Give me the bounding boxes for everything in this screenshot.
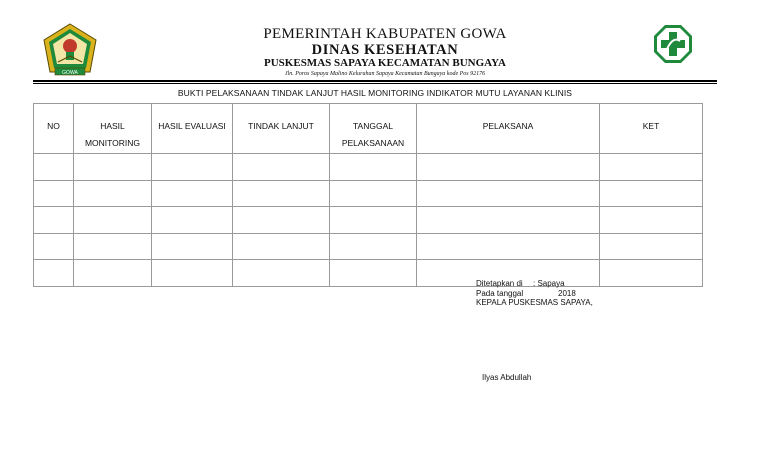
col-header-pelaksana: PELAKSANA — [417, 104, 600, 154]
table-cell — [74, 207, 152, 234]
puskesmas-logo-icon — [653, 24, 693, 64]
table-cell — [34, 233, 74, 260]
table-cell — [330, 180, 417, 207]
table-cell — [600, 233, 703, 260]
table-cell — [74, 260, 152, 287]
table-cell — [34, 207, 74, 234]
col-header-tindak-lanjut: TINDAK LANJUT — [233, 104, 330, 154]
table-cell — [233, 233, 330, 260]
table-cell — [34, 180, 74, 207]
table-cell — [233, 260, 330, 287]
emblem-label: GOWA — [62, 70, 78, 76]
table-cell — [417, 180, 600, 207]
table-header-row — [34, 104, 703, 154]
header-rule-thin — [33, 83, 717, 84]
date-value: 2018 — [558, 288, 576, 298]
col-header-tanggal-pelaksanaan: TANGGAL PELAKSANAAN — [330, 104, 417, 154]
header-department: DINAS KESEHATAN — [311, 42, 459, 58]
header-puskesmas: PUSKESMAS SAPAYA KECAMATAN BUNGAYA — [264, 57, 506, 69]
table-cell — [600, 180, 703, 207]
table-row — [34, 180, 703, 207]
table-cell — [417, 233, 600, 260]
place-label: Ditetapkan di — [476, 279, 523, 288]
table-cell — [233, 154, 330, 181]
signature-block — [476, 279, 593, 308]
signer-name: Ilyas Abdullah — [482, 373, 532, 382]
signature-date-line — [476, 289, 593, 299]
table-cell — [152, 154, 233, 181]
gowa-emblem-icon — [40, 22, 100, 78]
table-cell — [34, 260, 74, 287]
table-cell — [330, 154, 417, 181]
table-cell — [233, 180, 330, 207]
table-row — [34, 207, 703, 234]
signature-position: KEPALA PUSKESMAS SAPAYA, — [476, 298, 593, 308]
table-cell — [417, 154, 600, 181]
col-header-hasil-monitoring: HASIL MONITORING — [74, 104, 152, 154]
table-row — [34, 260, 703, 287]
followup-table — [33, 103, 703, 287]
table-cell — [600, 207, 703, 234]
signature-place-line — [476, 279, 593, 289]
table-cell — [152, 180, 233, 207]
table-cell — [600, 154, 703, 181]
table-cell — [74, 233, 152, 260]
col-header-hasil-evaluasi: HASIL EVALUASI — [152, 104, 233, 154]
table-cell — [417, 207, 600, 234]
table-cell — [34, 154, 74, 181]
date-label: Pada tanggal — [476, 288, 524, 298]
table-cell — [233, 207, 330, 234]
table-cell — [152, 260, 233, 287]
table-cell — [152, 207, 233, 234]
table-cell — [152, 233, 233, 260]
table-row — [34, 154, 703, 181]
table-cell — [600, 260, 703, 287]
table-cell — [74, 154, 152, 181]
col-header-no: NO — [34, 104, 74, 154]
header-address: Jln. Poros Sapaya Malino Kelurahan Sapaya Kecamatan Bungaya kode Pos 92176 — [284, 71, 486, 77]
table-cell — [330, 260, 417, 287]
col-header-ket: KET — [600, 104, 703, 154]
table-cell — [74, 180, 152, 207]
table-row — [34, 233, 703, 260]
table-cell — [330, 233, 417, 260]
place-value: : Sapaya — [533, 279, 565, 288]
document-title: BUKTI PELAKSANAAN TINDAK LANJUT HASIL MONITORING INDIKATOR MUTU LAYANAN KLINIS — [177, 88, 573, 98]
header-rule-thick — [33, 80, 717, 82]
table-cell — [330, 207, 417, 234]
header-government: PEMERINTAH KABUPATEN GOWA — [263, 26, 507, 42]
